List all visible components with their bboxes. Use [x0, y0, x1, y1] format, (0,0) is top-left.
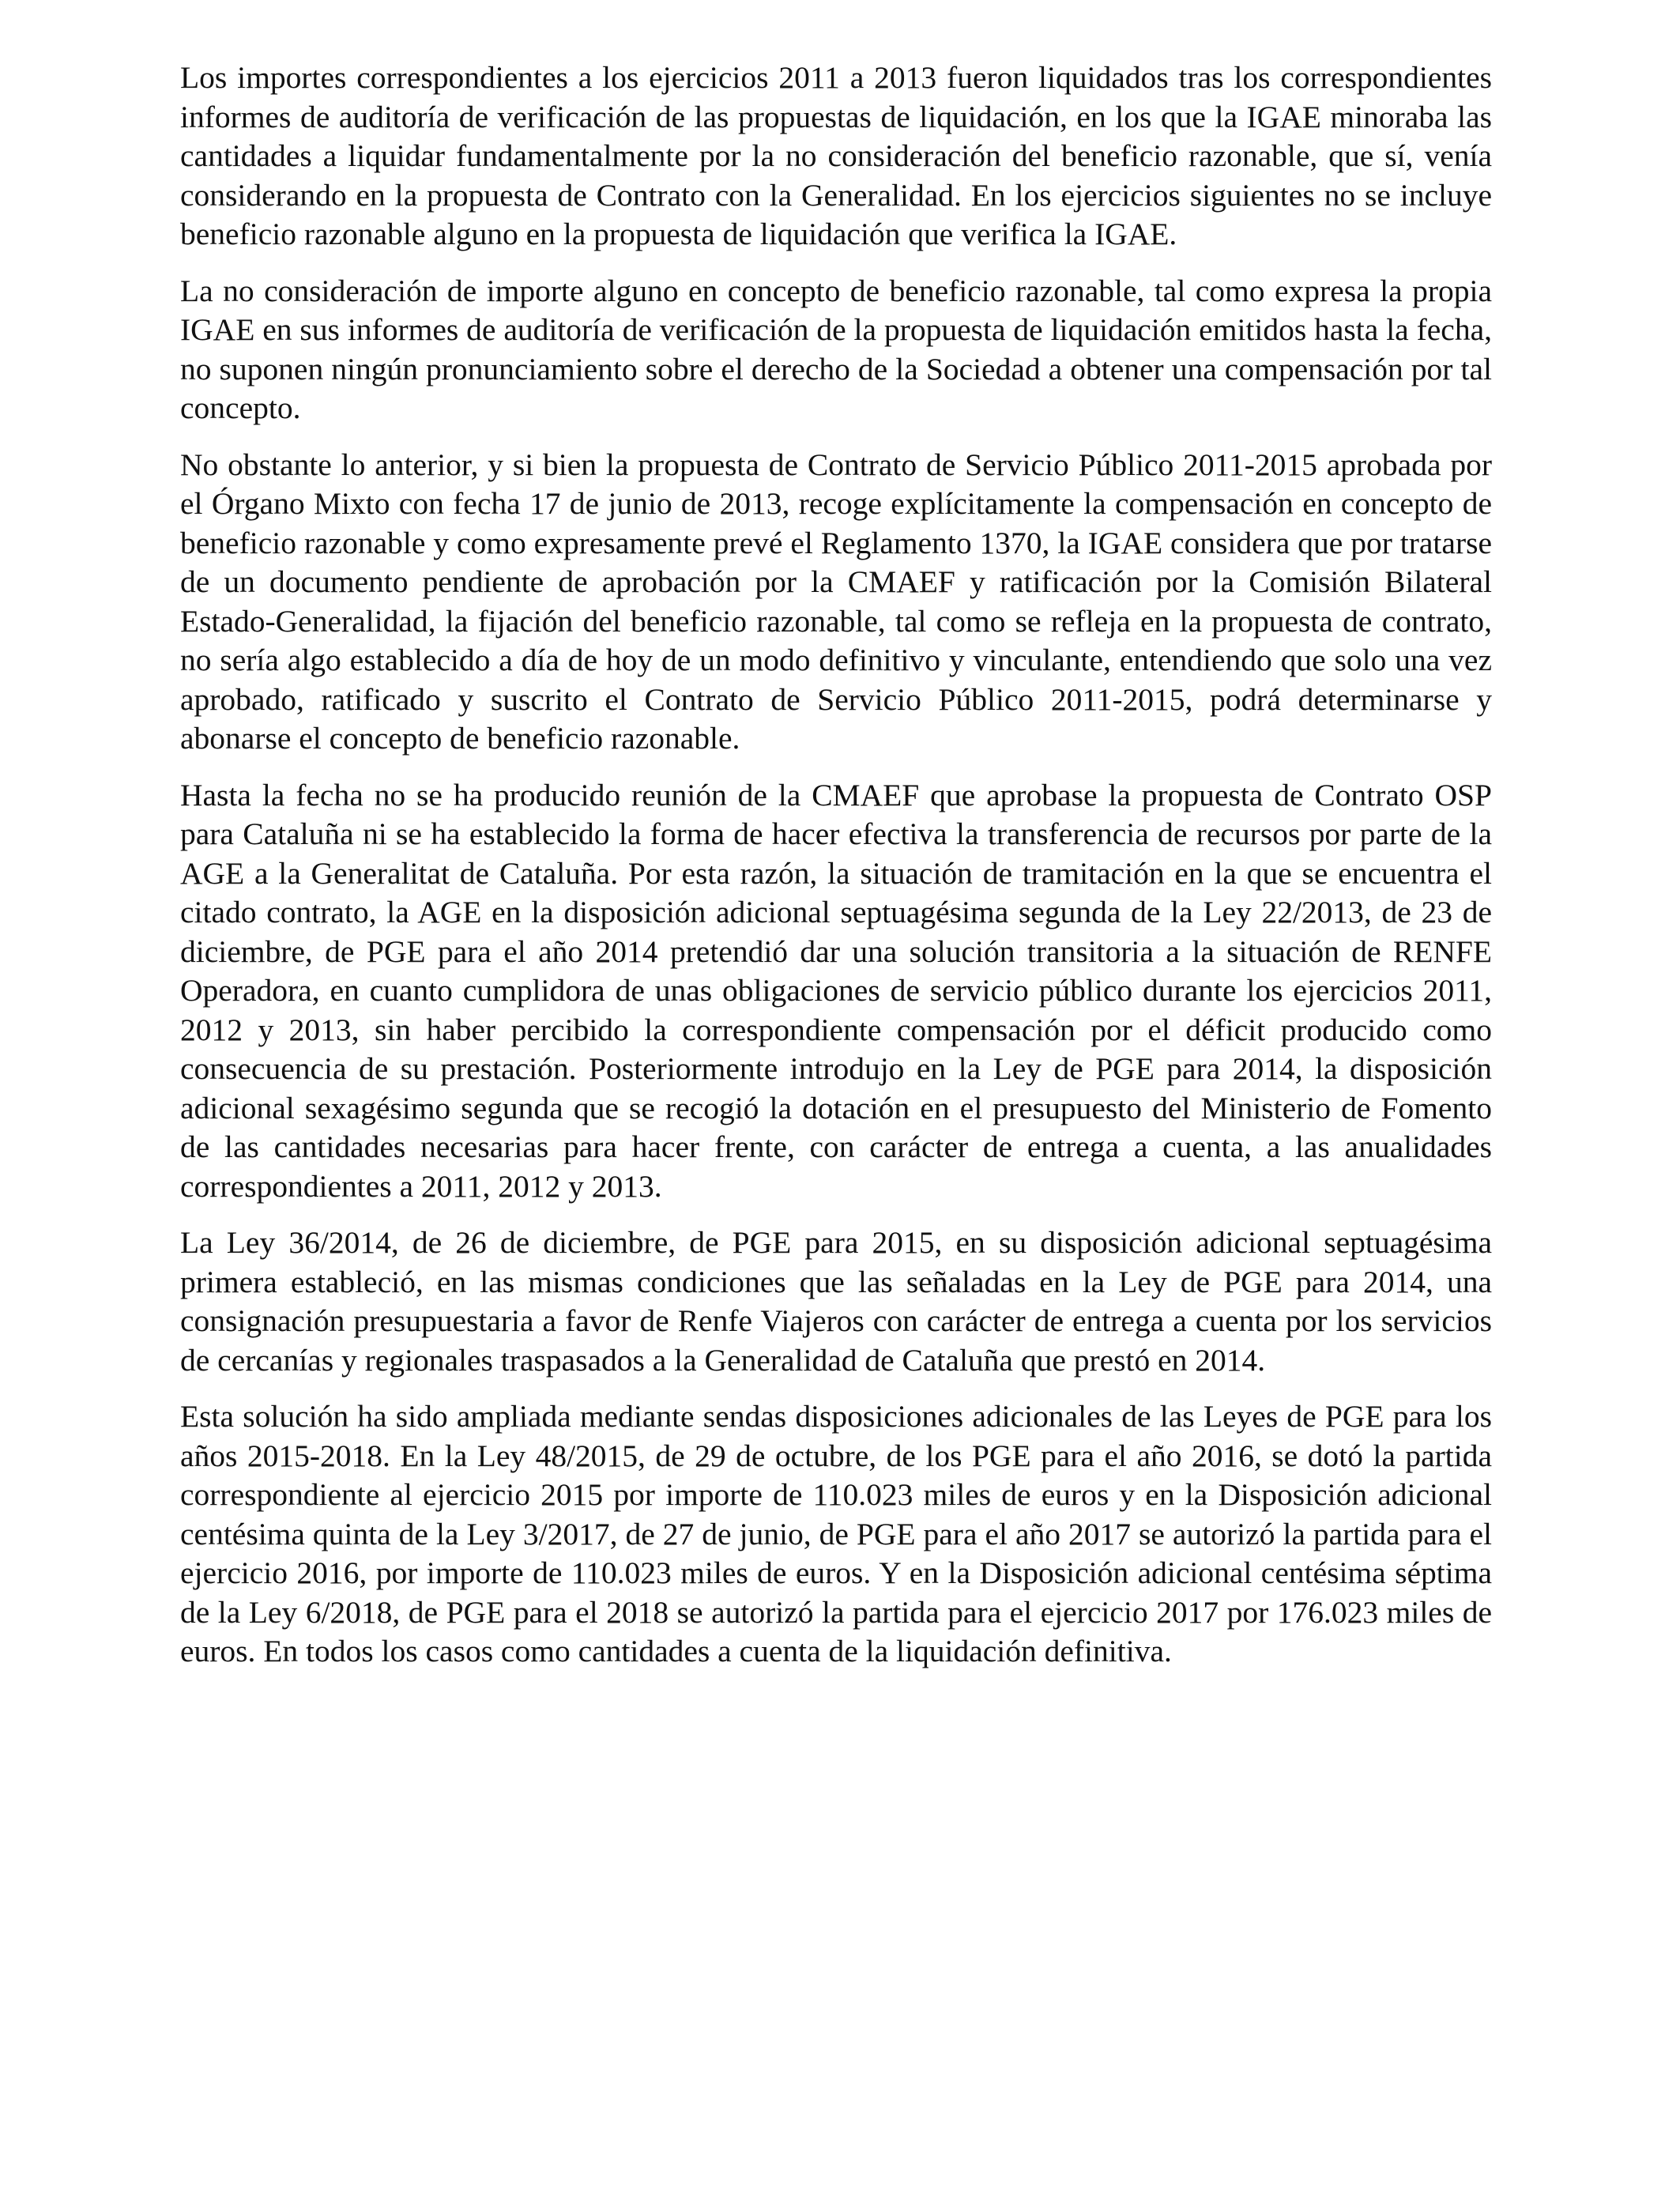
paragraph-cmaef-reunion: Hasta la fecha no se ha producido reunión de la CMAEF que aprobase la propuesta de Contrato OSP para Cataluña ni se ha establecido la forma de hacer efectiva la transferencia de recursos por parte de la AGE a la Generalitat de Cataluña. Por esta razón, la situación de tramitación en la que se encuentra el citado contrato, la AGE en la disposición adicional septuagésima segunda de la Ley 22/2013, de 23 de diciembre, de PGE para el año 2014 pretendió dar una solución transitoria a la situación de RENFE Operadora, en cuanto cumplidora de unas obligaciones de servicio público durante los ejercicios 2011, 2012 y 2013, sin haber percibido la correspondiente compensación por el déficit producido como consecuencia de su prestación. Posteriormente introdujo en la Ley de PGE para 2014, la disposición adicional sexagésimo segunda que se recogió la dotación en el presupuesto del Ministerio de Fomento de las cantidades necesarias para hacer frente, con carácter de entrega a cuenta, a las anualidades correspondientes a 2011, 2012 y 2013.: [180, 777, 1492, 1204]
paragraph-contrato-servicio-publico: No obstante lo anterior, y si bien la propuesta de Contrato de Servicio Público 2011-2015 aprobada por el Órgano Mixto con fecha 17 de junio de 2013, recoge explícitamente la compensación en concepto de beneficio razonable y como expresamente prevé el Reglamento 1370, la IGAE considera que por tratarse de un documento pendiente de aprobación por la CMAEF y ratificación por la Comisión Bilateral Estado-Generalidad, la fijación del beneficio razonable, tal como se refleja en la propuesta de contrato, no sería algo establecido a día de hoy de un modo definitivo y vinculante, entendiendo que solo una vez aprobado, ratificado y suscrito el Contrato de Servicio Público 2011-2015, podrá determinarse y abonarse el concepto de beneficio razonable.: [180, 447, 1492, 756]
paragraph-liquidacion-2011-2013: Los importes correspondientes a los ejercicios 2011 a 2013 fueron liquidados tras los correspondientes informes de auditoría de verificación de las propuestas de liquidación, en los que la IGAE minoraba las cantidades a liquidar fundamentalmente por la no consideración del beneficio razonable, que sí, venía considerando en la propuesta de Contrato con la Generalidad. En los ejercicios siguientes no se incluye beneficio razonable alguno en la propuesta de liquidación que verifica la IGAE.: [180, 60, 1492, 251]
paragraph-ley-36-2014: La Ley 36/2014, de 26 de diciembre, de PGE para 2015, en su disposición adicional septuagésima primera estableció, en las mismas condiciones que las señaladas en la Ley de PGE para 2014, una consignación presupuestaria a favor de Renfe Viajeros con carácter de entrega a cuenta por los servicios de cercanías y regionales traspasados a la Generalidad de Cataluña que prestó en 2014.: [180, 1225, 1492, 1378]
paragraph-solucion-ampliada: Esta solución ha sido ampliada mediante sendas disposiciones adicionales de las Leyes de PGE para los años 2015-2018. En la Ley 48/2015, de 29 de octubre, de los PGE para el año 2016, se dotó la partida correspondiente al ejercicio 2015 por importe de 110.023 miles de euros y en la Disposición adicional centésima quinta de la Ley 3/2017, de 27 de junio, de PGE para el año 2017 se autorizó la partida para el ejercicio 2016, por importe de 110.023 miles de euros. Y en la Disposición adicional centésima séptima de la Ley 6/2018, de PGE para el 2018 se autorizó la partida para el ejercicio 2017 por 176.023 miles de euros. En todos los casos como cantidades a cuenta de la liquidación definitiva.: [180, 1399, 1492, 1668]
paragraph-beneficio-razonable: La no consideración de importe alguno en concepto de beneficio razonable, tal como expresa la propia IGAE en sus informes de auditoría de verificación de la propuesta de liquidación emitidos hasta la fecha, no suponen ningún pronunciamiento sobre el derecho de la Sociedad a obtener una compensación por tal concepto.: [180, 273, 1492, 425]
document-body: [180, 58, 1492, 1689]
